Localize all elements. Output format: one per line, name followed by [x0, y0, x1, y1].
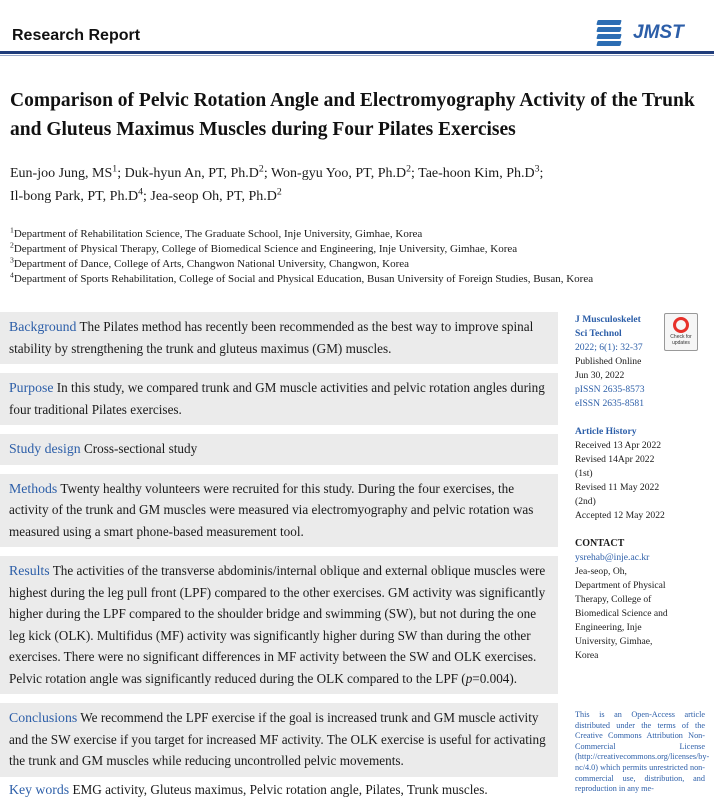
- section-text: Twenty healthy volunteers were recruited for this study. During the four exercises, the activity of the trunk and GM muscles were measured via electromyography and pelvic rotation was measured using a smart phone-based measurement tool.: [9, 480, 534, 539]
- pissn: pISSN 2635-8573: [575, 384, 645, 395]
- keywords-text: EMG activity, Gluteus maximus, Pelvic rotation angle, Pilates, Trunk muscles.: [69, 782, 488, 797]
- p-value-symbol: p: [465, 670, 473, 686]
- contact-line: Therapy, College of: [575, 594, 652, 605]
- article-type-label: Research Report: [12, 27, 141, 44]
- journal-logo-icon: [597, 19, 625, 47]
- article-title: Comparison of Pelvic Rotation Angle and Electromyography Activity of the Trunk and Gluteus Maximus Muscles during Four Pilates Exercises: [10, 90, 695, 140]
- section-text-end: =0.004).: [472, 670, 518, 686]
- section-label: Study design: [9, 441, 81, 456]
- affiliation-sup: 4: [10, 270, 14, 280]
- contact-line: Engineering, Inje: [575, 622, 642, 633]
- author-sup: 3: [534, 163, 540, 175]
- journal-name: J Musculoskelet: [575, 314, 641, 325]
- author-sep: ;: [117, 166, 125, 181]
- published-label: Published Online: [575, 356, 642, 367]
- section-label: Methods: [9, 480, 58, 496]
- section-text: The activities of the transverse abdominis/internal oblique and external oblique muscles were highest during the leg pull front (LPF) compared to the other exercises. GM activity was significantly higher during the LPF compared to the shoulder bridge and swimming (SW), but not during the one leg kick (OLK). Multifidus (MF) activity was significantly higher during SW than during the other exercises. There were no significant differences in MF activity between the SW and OLK exercises. Pelvic rotation angle was significantly reduced during the OLK compared to the LPF (: [9, 563, 546, 686]
- keywords-label: Key words: [9, 782, 70, 797]
- affiliation-item: [10, 272, 700, 287]
- abstract-results: [0, 556, 558, 694]
- affiliation-text: Department of Physical Therapy, College of Biomedical Science and Engineering, Inje University, Gimhae, Korea: [13, 243, 518, 255]
- contact-line: Biomedical Science and: [575, 608, 668, 619]
- contact-line: Department of Physical: [575, 580, 666, 591]
- section-text: In this study, we compared trunk and GM muscle activities and pelvic rotation angles during four traditional Pilates exercises.: [9, 380, 545, 417]
- abstract-purpose: [0, 373, 558, 425]
- section-text: We recommend the LPF exercise if the goal is increased trunk and GM muscle activity and the SW exercise if you target for increased MF activity. The OLK exercise is useful for activating the trunk and GM muscles while reducing uncontrolled pelvic movements.: [9, 710, 546, 768]
- affiliation-sup: 2: [10, 240, 14, 250]
- affiliation-sup: 3: [10, 255, 14, 265]
- affiliation-text: Department of Rehabilitation Science, The Graduate School, Inje University, Gimhae, Korea: [13, 228, 423, 240]
- affiliation-sup: 1: [10, 225, 14, 235]
- author-sup: 2: [276, 186, 282, 198]
- author-sup: 1: [112, 163, 118, 175]
- author-line-1: [10, 162, 700, 185]
- journal-logo-text: JMST: [633, 22, 684, 43]
- affiliation-item: [10, 257, 700, 272]
- eissn: eISSN 2635-8581: [575, 398, 645, 409]
- author-name: Il-bong Park, PT, Ph.D: [10, 189, 139, 204]
- author-sep: ;: [142, 189, 151, 204]
- published-date: Jun 30, 2022: [575, 370, 625, 381]
- history-item: Received 13 Apr 2022: [575, 440, 662, 451]
- section-text: Cross-sectional study: [80, 441, 198, 456]
- abstract: [0, 312, 558, 786]
- author-name: Won-gyu Yoo, PT, Ph.D: [270, 166, 407, 181]
- author-sup: 4: [138, 186, 143, 198]
- keywords: [9, 782, 488, 798]
- affiliation-item: [10, 242, 700, 257]
- journal-logo[interactable]: [597, 19, 684, 47]
- author-name: Duk-hyun An, PT, Ph.D: [124, 166, 259, 181]
- affiliation-list: [10, 227, 700, 287]
- history-heading: Article History: [575, 426, 637, 437]
- check-updates-label: Check for updates: [670, 334, 692, 346]
- abstract-conclusions: [0, 703, 558, 777]
- contact-email-link[interactable]: ysrehab@inje.ac.kr: [575, 552, 650, 563]
- history-item: Revised 14Apr 2022: [575, 454, 655, 465]
- author-sep: ;: [411, 166, 419, 181]
- author-name: Tae-hoon Kim, Ph.D: [418, 166, 535, 181]
- section-label: Purpose: [9, 380, 54, 395]
- journal-name-2: Sci Technol: [575, 328, 622, 339]
- history-item: (1st): [575, 468, 593, 479]
- section-label: Background: [9, 319, 77, 334]
- author-line-2: [10, 185, 700, 208]
- contact-heading: CONTACT: [575, 538, 625, 549]
- author-name: Eun-joo Jung, MS: [10, 166, 113, 181]
- affiliation-text: Department of Sports Rehabilitation, College of Social and Physical Education, Busan University of Foreign Studies, Busan, Korea: [13, 273, 594, 285]
- section-label: Results: [9, 563, 50, 578]
- author-sup: 2: [406, 163, 411, 175]
- contact-line: Jea-seop, Oh,: [575, 566, 627, 577]
- contact-line: Korea: [575, 650, 599, 661]
- section-label: Conclusions: [9, 710, 78, 725]
- affiliation-item: [10, 227, 700, 242]
- abstract-methods: [0, 474, 558, 548]
- history-item: Revised 11 May 2022: [575, 482, 660, 493]
- history-item: (2nd): [575, 496, 596, 507]
- author-sep: ;: [263, 166, 271, 181]
- abstract-background: [0, 312, 558, 364]
- contact-line: University, Gimhae,: [575, 636, 653, 647]
- article-info-sidebar: [575, 313, 705, 663]
- header-divider-thin: [0, 55, 714, 56]
- header-divider: [0, 51, 714, 54]
- volume-info: 2022; 6(1): 32-37: [575, 342, 643, 353]
- license-text: This is an Open-Access article distributed under the terms of the Creative Commons Attribution Non-Commercial License (http://creativecommons.org/licenses/by-nc/4.0) which permits unrestricted non-commercial use, distribution, and reproduction in any me-: [575, 710, 710, 794]
- author-sup: 2: [258, 163, 264, 175]
- section-text: The Pilates method has recently been recommended as the best way to improve spinal stability by strengthening the trunk and gluteus maximus (GM) muscles.: [9, 319, 534, 356]
- author-sep: ;: [539, 166, 544, 181]
- author-name: Jea-seop Oh, PT, Ph.D: [150, 189, 277, 204]
- author-list: [10, 162, 700, 208]
- affiliation-text: Department of Dance, College of Arts, Changwon National University, Changwon, Korea: [13, 258, 410, 270]
- abstract-study-design: [0, 434, 558, 465]
- history-item: Accepted 12 May 2022: [575, 510, 665, 521]
